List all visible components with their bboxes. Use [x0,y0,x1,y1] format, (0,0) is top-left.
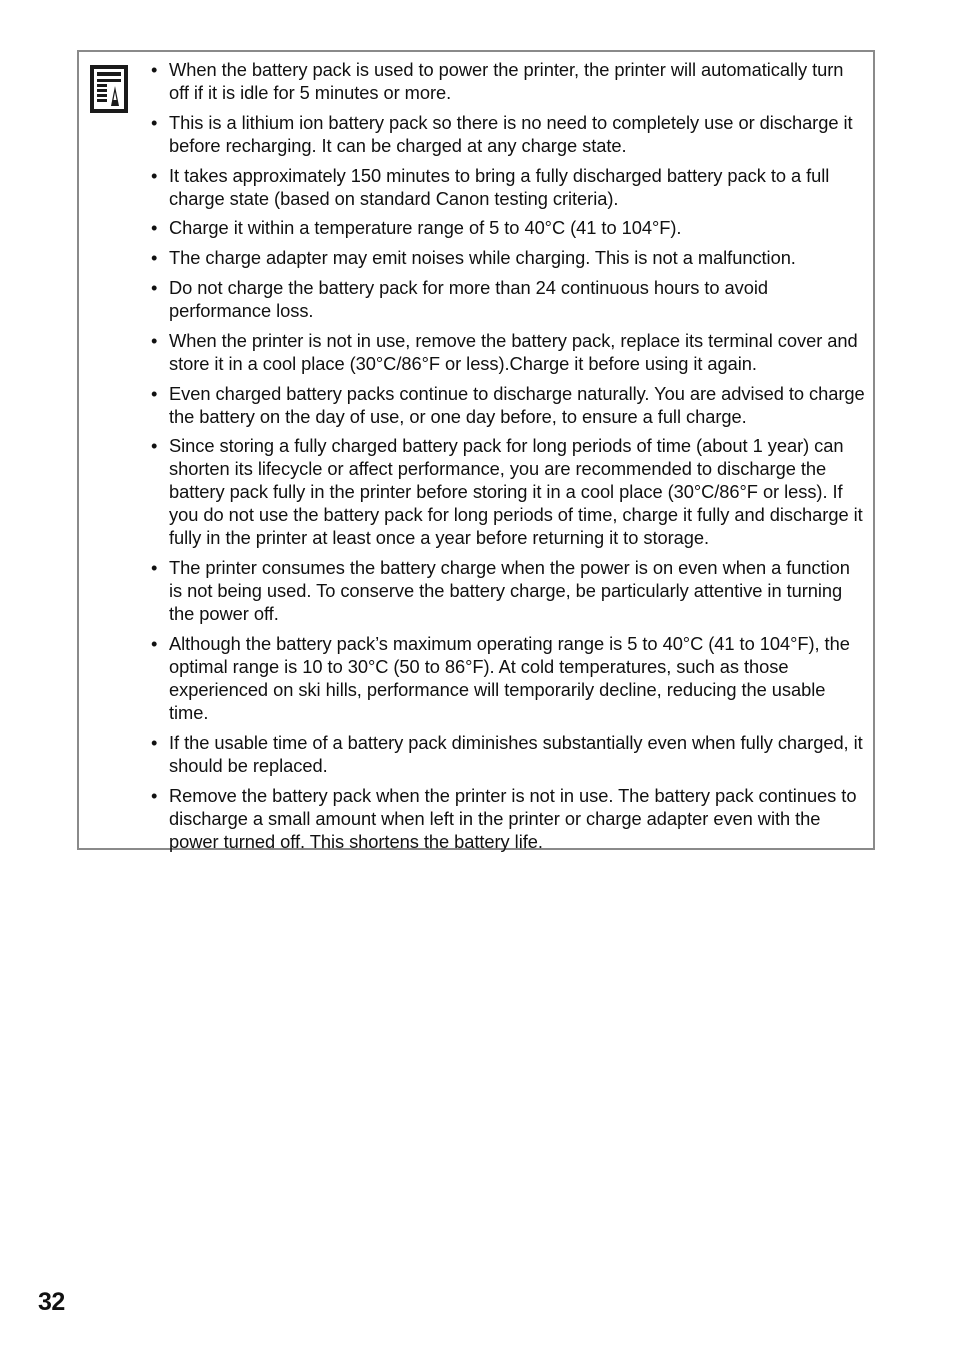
bullet-icon: • [151,247,158,269]
bullet-icon: • [151,329,158,351]
note-list-item [149,784,867,853]
note-item-text: Do not charge the battery pack for more than 24 continuous hours to avoid performance loss. [169,276,768,321]
note-list-item [149,329,867,375]
note-item-text: Although the battery pack’s maximum operating range is 5 to 40°C (41 to 104°F), the optimal range is 10 to 30°C (50 to 86°F). At cold temperatures, such as those experienced on ski hills, performance will temporarily decline, reducing the usable time. [169,632,850,723]
memo-note-icon [89,64,129,114]
bullet-icon: • [151,435,158,457]
note-list-item [149,632,867,724]
note-list-item [149,276,867,322]
note-list-item [149,246,867,269]
bullet-icon: • [151,557,158,579]
note-list-item [149,216,867,239]
page-number: 32 [38,1288,65,1316]
bullet-icon: • [151,59,158,80]
bullet-icon: • [151,382,158,404]
note-item-text: This is a lithium ion battery pack so there is no need to completely use or discharge it before recharging. It can be charged at any charge state. [169,111,853,156]
bullet-icon: • [151,217,158,239]
note-list-item [149,556,867,625]
bullet-icon: • [151,784,158,806]
note-item-text: Since storing a fully charged battery pack for long periods of time (about 1 year) can shorten its lifecycle or affect performance, you are recommended to discharge the battery pack fully in the printer before storing it in a cool place (30°C/86°F or less). If you do not use the battery pack for long periods of time, charge it fully and discharge it fully in the printer at least once a year before returning it to storage. [169,435,863,549]
note-list-item [149,111,867,157]
note-list-item [149,731,867,777]
note-item-text: When the printer is not in use, remove the battery pack, replace its terminal cover and store it in a cool place (30°C/86°F or less).Charge it before using it again. [169,329,858,374]
note-list-item [149,434,867,549]
note-item-text: Charge it within a temperature range of 5 to 40°C (41 to 104°F). [169,217,682,239]
bullet-icon: • [151,632,158,654]
note-list-item [149,382,867,428]
note-list-item [149,164,867,210]
note-item-text: Even charged battery packs continue to discharge naturally. You are advised to charge the battery on the day of use, or one day before, to ensure a full charge. [169,382,865,427]
bullet-icon: • [151,111,158,133]
note-item-text: Remove the battery pack when the printer is not in use. The battery pack continues to discharge a small amount when left in the printer or charge adapter even with the power turned off. This shortens the battery life. [169,784,857,852]
note-item-text: If the usable time of a battery pack diminishes substantially even when fully charged, it should be replaced. [169,731,863,776]
note-item-text: The charge adapter may emit noises while charging. This is not a malfunction. [169,247,796,269]
bullet-icon: • [151,164,158,186]
note-item-text: The printer consumes the battery charge when the power is on even when a function is not being used. To conserve the battery charge, be particularly attentive in turning the power off. [169,557,850,625]
note-box [77,50,875,850]
note-item-text: When the battery pack is used to power the printer, the printer will automatically turn off if it is idle for 5 minutes or more. [169,59,844,103]
note-list-item [149,58,867,104]
note-item-text: It takes approximately 150 minutes to bring a fully discharged battery pack to a full charge state (based on standard Canon testing criteria). [169,164,830,209]
bullet-icon: • [151,276,158,298]
note-list [149,58,867,859]
bullet-icon: • [151,731,158,753]
